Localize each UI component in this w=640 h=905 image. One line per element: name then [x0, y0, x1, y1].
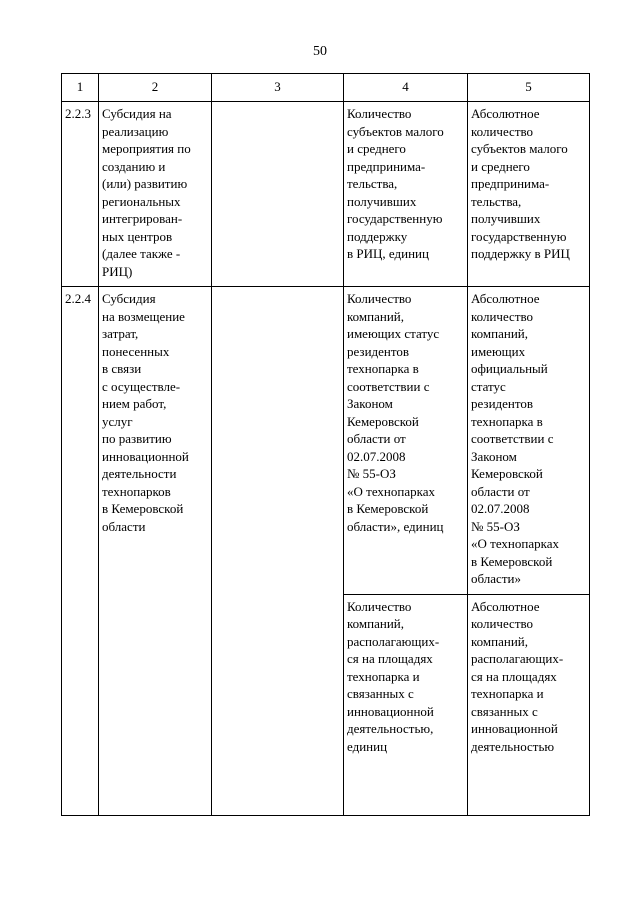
column-3-cell [212, 102, 344, 287]
page-number: 50 [313, 44, 327, 59]
indicator-name: Количество компаний, располагающих- ся на площадях технопарка и связанных с инновационной деятельностью, единиц [344, 594, 468, 815]
table-row-2-2-3 [62, 102, 590, 287]
row-number: 2.2.3 [62, 102, 99, 287]
indicator-description: Абсолютное количество субъектов малого и среднего предпринима- тельства, получивших государственную поддержку в РИЦ [468, 102, 590, 287]
column-header-5: 5 [468, 74, 590, 102]
indicator-description: Абсолютное количество компаний, располагающих- ся на площадях технопарка и связанных с инновационной деятельностью [468, 594, 590, 815]
indicators-table [61, 73, 590, 816]
indicator-name: Количество субъектов малого и среднего предпринима- тельства, получивших государственную поддержку в РИЦ, единиц [344, 102, 468, 287]
column-header-3: 3 [212, 74, 344, 102]
column-header-4: 4 [344, 74, 468, 102]
table-row-2-2-4 [62, 287, 590, 595]
indicator-name: Количество компаний, имеющих статус резидентов технопарка в соответствии с Законом Кемеровской области от 02.07.2008 № 55-ОЗ «О технопарках в Кемеровской области», единиц [344, 287, 468, 595]
measure-name: Субсидия на возмещение затрат, понесенных в связи с осуществле- нием работ, услуг по развитию инновационной деятельности технопарков в Кемеровской области [99, 287, 212, 816]
row-number: 2.2.4 [62, 287, 99, 816]
table-header-row [62, 74, 590, 102]
column-3-cell [212, 287, 344, 816]
measure-name: Субсидия на реализацию мероприятия по созданию и (или) развитию региональных интегрирован- ных центров (далее также - РИЦ) [99, 102, 212, 287]
column-header-2: 2 [99, 74, 212, 102]
column-header-1: 1 [62, 74, 99, 102]
indicator-description: Абсолютное количество компаний, имеющих официальный статус резидентов технопарка в соответствии с Законом Кемеровской области от 02.07.2008 № 55-ОЗ «О технопарках в Кемеровской области» [468, 287, 590, 595]
